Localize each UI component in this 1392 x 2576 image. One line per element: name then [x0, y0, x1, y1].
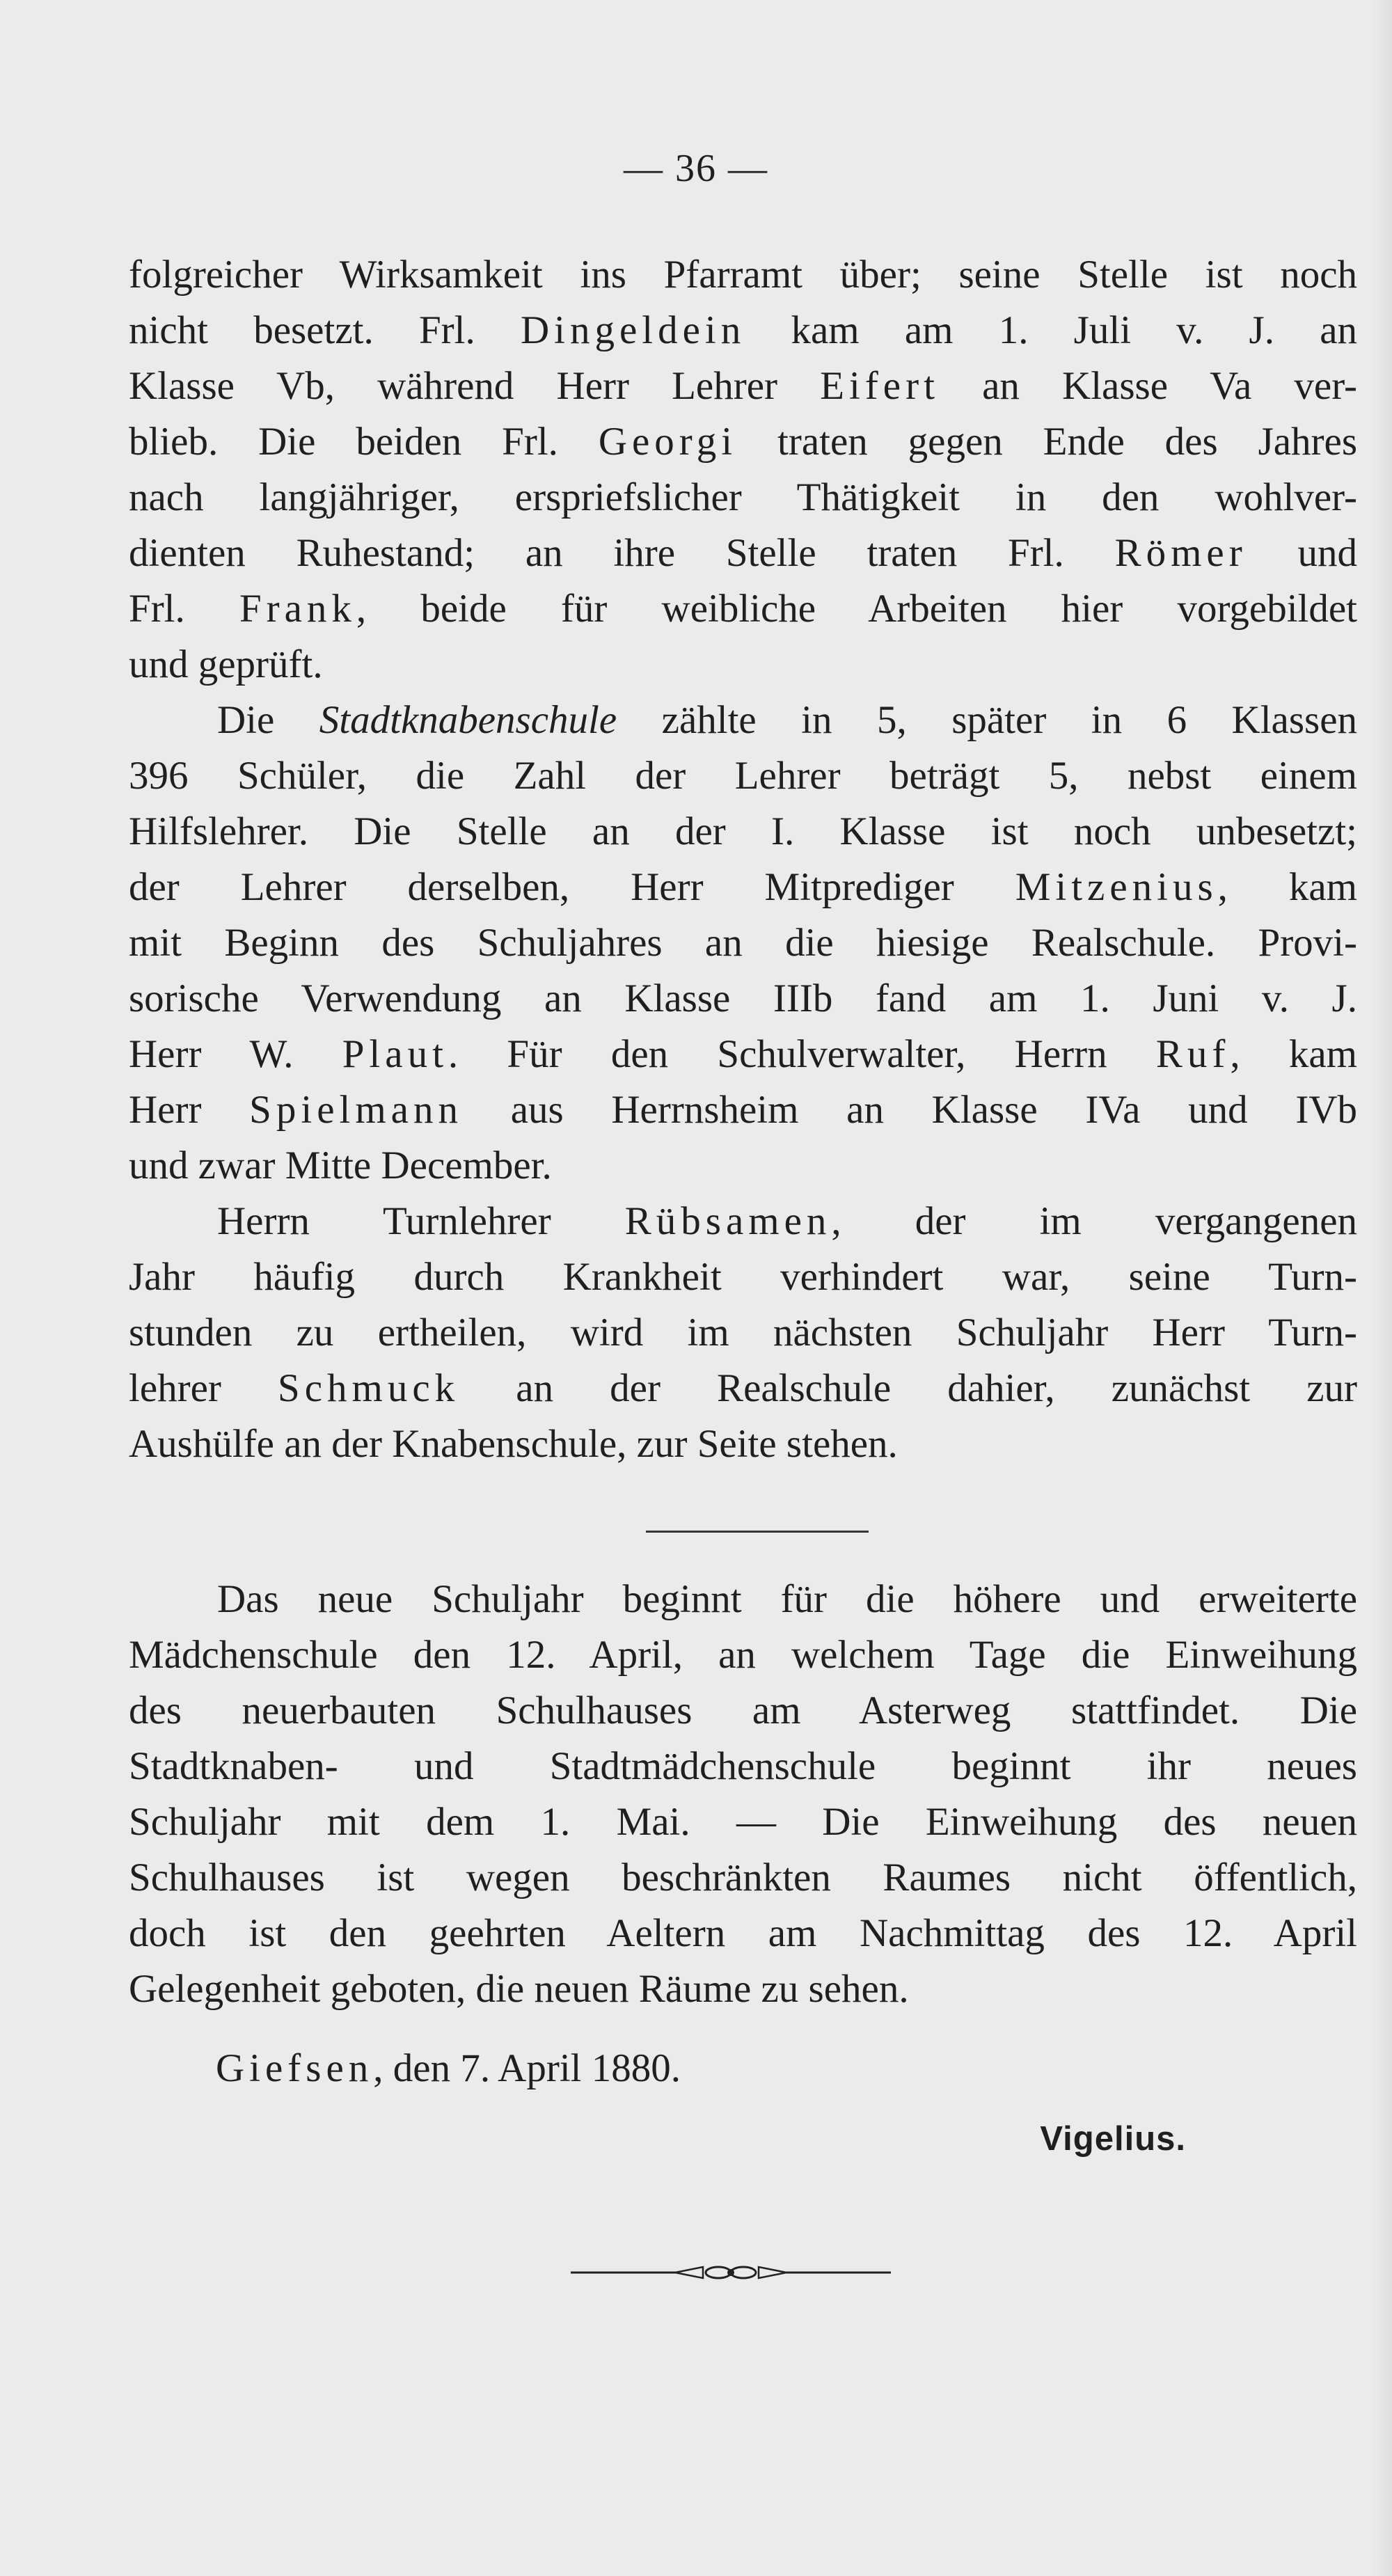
- person-name: Georgi: [598, 420, 738, 464]
- text-line: nach langjähriger, erspriefslicher Thätigkeit in den wohlver-: [129, 475, 1357, 519]
- text-line: sorische Verwendung an Klasse IIIb fand am 1. Juni v. J.: [129, 977, 1357, 1020]
- text-line: nicht besetzt. Frl. Dingeldein kam am 1. Juli v. J. an: [129, 308, 1358, 352]
- text-line: mit Beginn des Schuljahres an die hiesige Realschule. Provi-: [129, 921, 1357, 965]
- person-name: Dingeldein: [520, 308, 746, 352]
- person-name: Mitzenius: [1015, 865, 1218, 909]
- text-line: stunden zu ertheilen, wird im nächsten Schuljahr Herr Turn-: [129, 1311, 1357, 1354]
- text-block-upper: [129, 247, 1357, 1472]
- dateline: [216, 2041, 681, 2096]
- ornament-icon: [571, 2259, 891, 2286]
- person-name: Schmuck: [278, 1366, 460, 1410]
- text-line: Gelegenheit geboten, die neuen Räume zu sehen.: [129, 1967, 909, 2011]
- school-name: Stadtknabenschule: [319, 698, 617, 742]
- text-line: Schulhauses ist wegen beschränkten Raumes nicht öffentlich,: [129, 1856, 1357, 1899]
- date-text: , den 7. April 1880.: [373, 2046, 681, 2090]
- text-line: Herr W. Plaut. Für den Schulverwalter, Herrn Ruf, kam: [129, 1032, 1358, 1076]
- text-line: Hilfslehrer. Die Stelle an der I. Klasse ist noch unbesetzt;: [129, 809, 1357, 853]
- text-line: Herrn Turnlehrer Rübsamen, der im vergangenen: [217, 1199, 1358, 1243]
- text-line: Das neue Schuljahr beginnt für die höhere und erweiterte: [217, 1577, 1357, 1621]
- text-line: und zwar Mitte December.: [129, 1144, 552, 1187]
- page-number: — 36 —: [624, 147, 768, 190]
- text-line: Aushülfe an der Knabenschule, zur Seite stehen.: [129, 1422, 898, 1466]
- place-name: Giefsen: [216, 2046, 374, 2090]
- person-name: Eifert: [820, 364, 940, 408]
- person-name: Ruf: [1155, 1032, 1231, 1076]
- text-line: 396 Schüler, die Zahl der Lehrer beträgt 5, nebst einem: [129, 754, 1357, 798]
- person-name: Frank: [239, 587, 356, 631]
- person-name: Plaut: [342, 1032, 448, 1076]
- person-name: Römer: [1114, 531, 1247, 575]
- text-line: Herr Spielmann aus Herrnsheim an Klasse IVa und IVb: [129, 1088, 1358, 1132]
- text-line: folgreicher Wirksamkeit ins Pfarramt über; seine Stelle ist noch: [129, 253, 1357, 297]
- text-line: Die Stadtknabenschule zählte in 5, später in 6 Klassen: [217, 698, 1357, 742]
- text-line: des neuerbauten Schulhauses am Asterweg stattfindet. Die: [129, 1689, 1357, 1732]
- text-line: doch ist den geehrten Aeltern am Nachmittag des 12. April: [129, 1911, 1357, 1955]
- text-line: blieb. Die beiden Frl. Georgi traten gegen Ende des Jahres: [129, 420, 1358, 464]
- text-line: dienten Ruhestand; an ihre Stelle traten Frl. Römer und: [129, 531, 1357, 575]
- text-block-lower: [129, 1572, 1357, 2017]
- page-edge-shadow: [1371, 0, 1392, 2576]
- text-line: Jahr häufig durch Krankheit verhindert war, seine Turn-: [129, 1255, 1357, 1299]
- text-line: lehrer Schmuck an der Realschule dahier, zunächst zur: [129, 1366, 1358, 1410]
- text-line: Mädchenschule den 12. April, an welchem Tage die Einweihung: [129, 1633, 1357, 1677]
- text-line: Schuljahr mit dem 1. Mai. — Die Einweihung des neuen: [129, 1800, 1357, 1844]
- section-divider: [646, 1531, 869, 1533]
- ornament-divider: [571, 2259, 891, 2290]
- text-line: der Lehrer derselben, Herr Mitprediger Mitzenius, kam: [129, 865, 1357, 909]
- signature: Vigelius.: [1040, 2120, 1186, 2158]
- person-name: Spielmann: [249, 1088, 463, 1132]
- text-line: Klasse Vb, während Herr Lehrer Eifert an Klasse Va ver-: [129, 364, 1358, 408]
- text-line: Frl. Frank, beide für weibliche Arbeiten hier vorgebildet: [129, 587, 1357, 631]
- text-line: und geprüft.: [129, 642, 323, 686]
- text-line: Stadtknaben- und Stadtmädchenschule beginnt ihr neues: [129, 1744, 1357, 1788]
- person-name: Rübsamen: [624, 1199, 832, 1243]
